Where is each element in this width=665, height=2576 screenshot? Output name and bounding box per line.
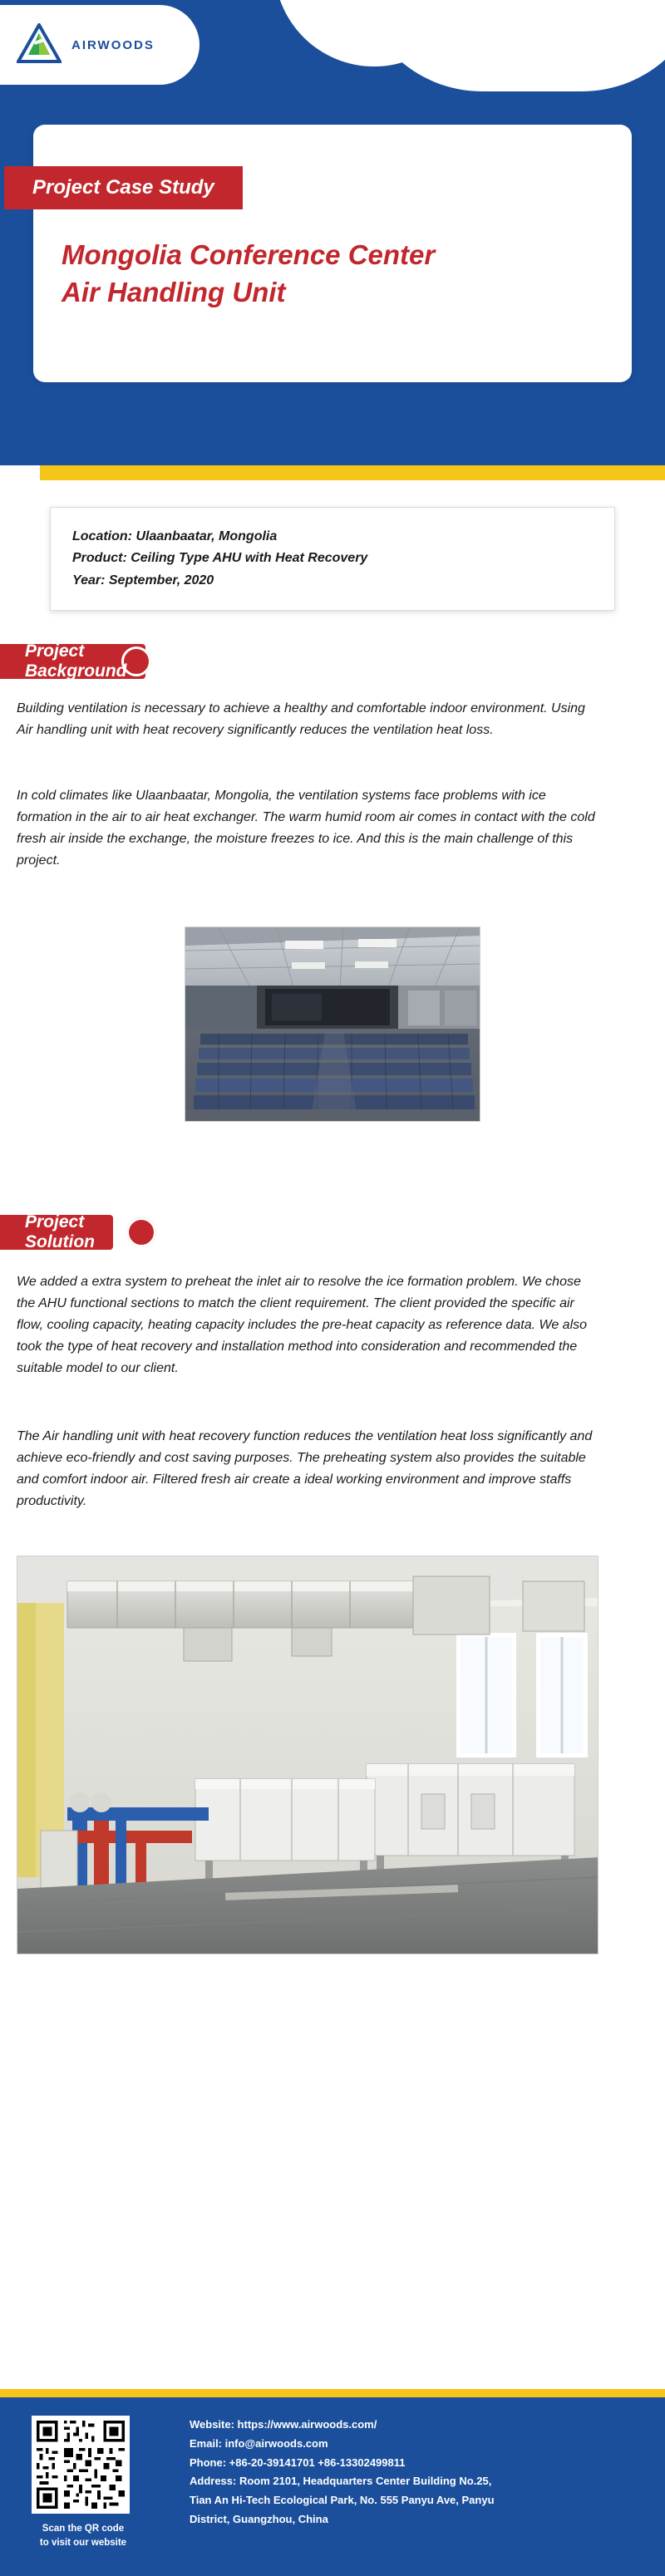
- page-title-line1: Mongolia Conference Center: [62, 239, 436, 270]
- info-location: Location: Ulaanbaatar, Mongolia: [72, 529, 278, 543]
- qr-caption: [25, 2522, 141, 2549]
- section-ring-background: [121, 646, 151, 676]
- background-paragraph-2: In cold climates like Ulaanbaatar, Mongolia, the ventilation systems face problems with ice formation in the air to air heat exchanger. The warm humid room air comes in contact with the cold fresh air inside the exchange, the moisture freezes to ice. And this is the main challenge of this project.: [17, 789, 595, 868]
- contact-email[interactable]: Email: info@airwoods.com: [190, 2436, 328, 2450]
- page-title: [62, 237, 594, 311]
- page-title-line2: Air Handling Unit: [62, 276, 286, 307]
- header-yellow-divider: [0, 465, 665, 480]
- header-cloud-shape: [357, 0, 665, 91]
- contact-website[interactable]: Website: https://www.airwoods.com/: [190, 2418, 377, 2431]
- qr-caption-line1: Scan the QR code: [42, 2524, 125, 2534]
- footer-yellow-divider: [0, 2389, 665, 2397]
- section-title-solution: Project Solution: [0, 1215, 113, 1250]
- case-study-tag: Project Case Study: [4, 166, 243, 209]
- info-product: Product: Ceiling Type AHU with Heat Recovery: [72, 551, 368, 566]
- qr-caption-line2: to visit our website: [39, 2537, 127, 2548]
- solution-paragraph-1: We added a extra system to preheat the inlet air to resolve the ice formation problem. We chose the AHU functional sections to match the client requirement. The client provided the specific air flow, cooling capacity, heating capacity includes the pre-heat capacity as reference data. We also took the type of heat recovery and installation method into consideration and recommended the suitable model to our client.: [17, 1275, 588, 1375]
- brand-name: AIRWOODS: [71, 37, 155, 52]
- mechanical-room-photo: [17, 1556, 598, 1954]
- contact-address-line3: District, Guangzhou, China: [190, 2512, 328, 2525]
- section-ring-solution: [126, 1217, 156, 1247]
- contact-block: [190, 2416, 630, 2529]
- contact-phone: Phone: +86-20-39141701 +86-13302499811: [190, 2456, 406, 2469]
- brand-logo-pill[interactable]: [0, 5, 200, 85]
- page-header: [0, 0, 665, 465]
- page-footer: [0, 2397, 665, 2576]
- title-card: [33, 125, 632, 382]
- qr-code-icon[interactable]: [32, 2416, 130, 2514]
- solution-paragraph-2: The Air handling unit with heat recovery function reduces the ventilation heat loss significantly and achieve eco-friendly and cost saving purposes. The preheating system also provides the suitable and comfort indoor air. Filtered fresh air create a ideal working environment and improve staffs productivity.: [17, 1429, 593, 1508]
- contact-address-line1: Address: Room 2101, Headquarters Center Building No.25,: [190, 2475, 492, 2488]
- section-title-background: Project Background: [0, 644, 145, 679]
- airwoods-triangle-logo-icon: [17, 23, 62, 66]
- info-year: Year: September, 2020: [72, 573, 214, 587]
- header-yellow-divider-gap: [0, 465, 40, 480]
- project-info-box: [50, 507, 615, 611]
- conference-hall-photo: [185, 927, 480, 1122]
- contact-address-line2: Tian An Hi-Tech Ecological Park, No. 555 Panyu Ave, Panyu: [190, 2494, 495, 2506]
- background-paragraph-1: Building ventilation is necessary to achieve a healthy and comfortable indoor environment. Using Air handling unit with heat recovery significantly reduces the ventilation heat loss.: [17, 701, 585, 737]
